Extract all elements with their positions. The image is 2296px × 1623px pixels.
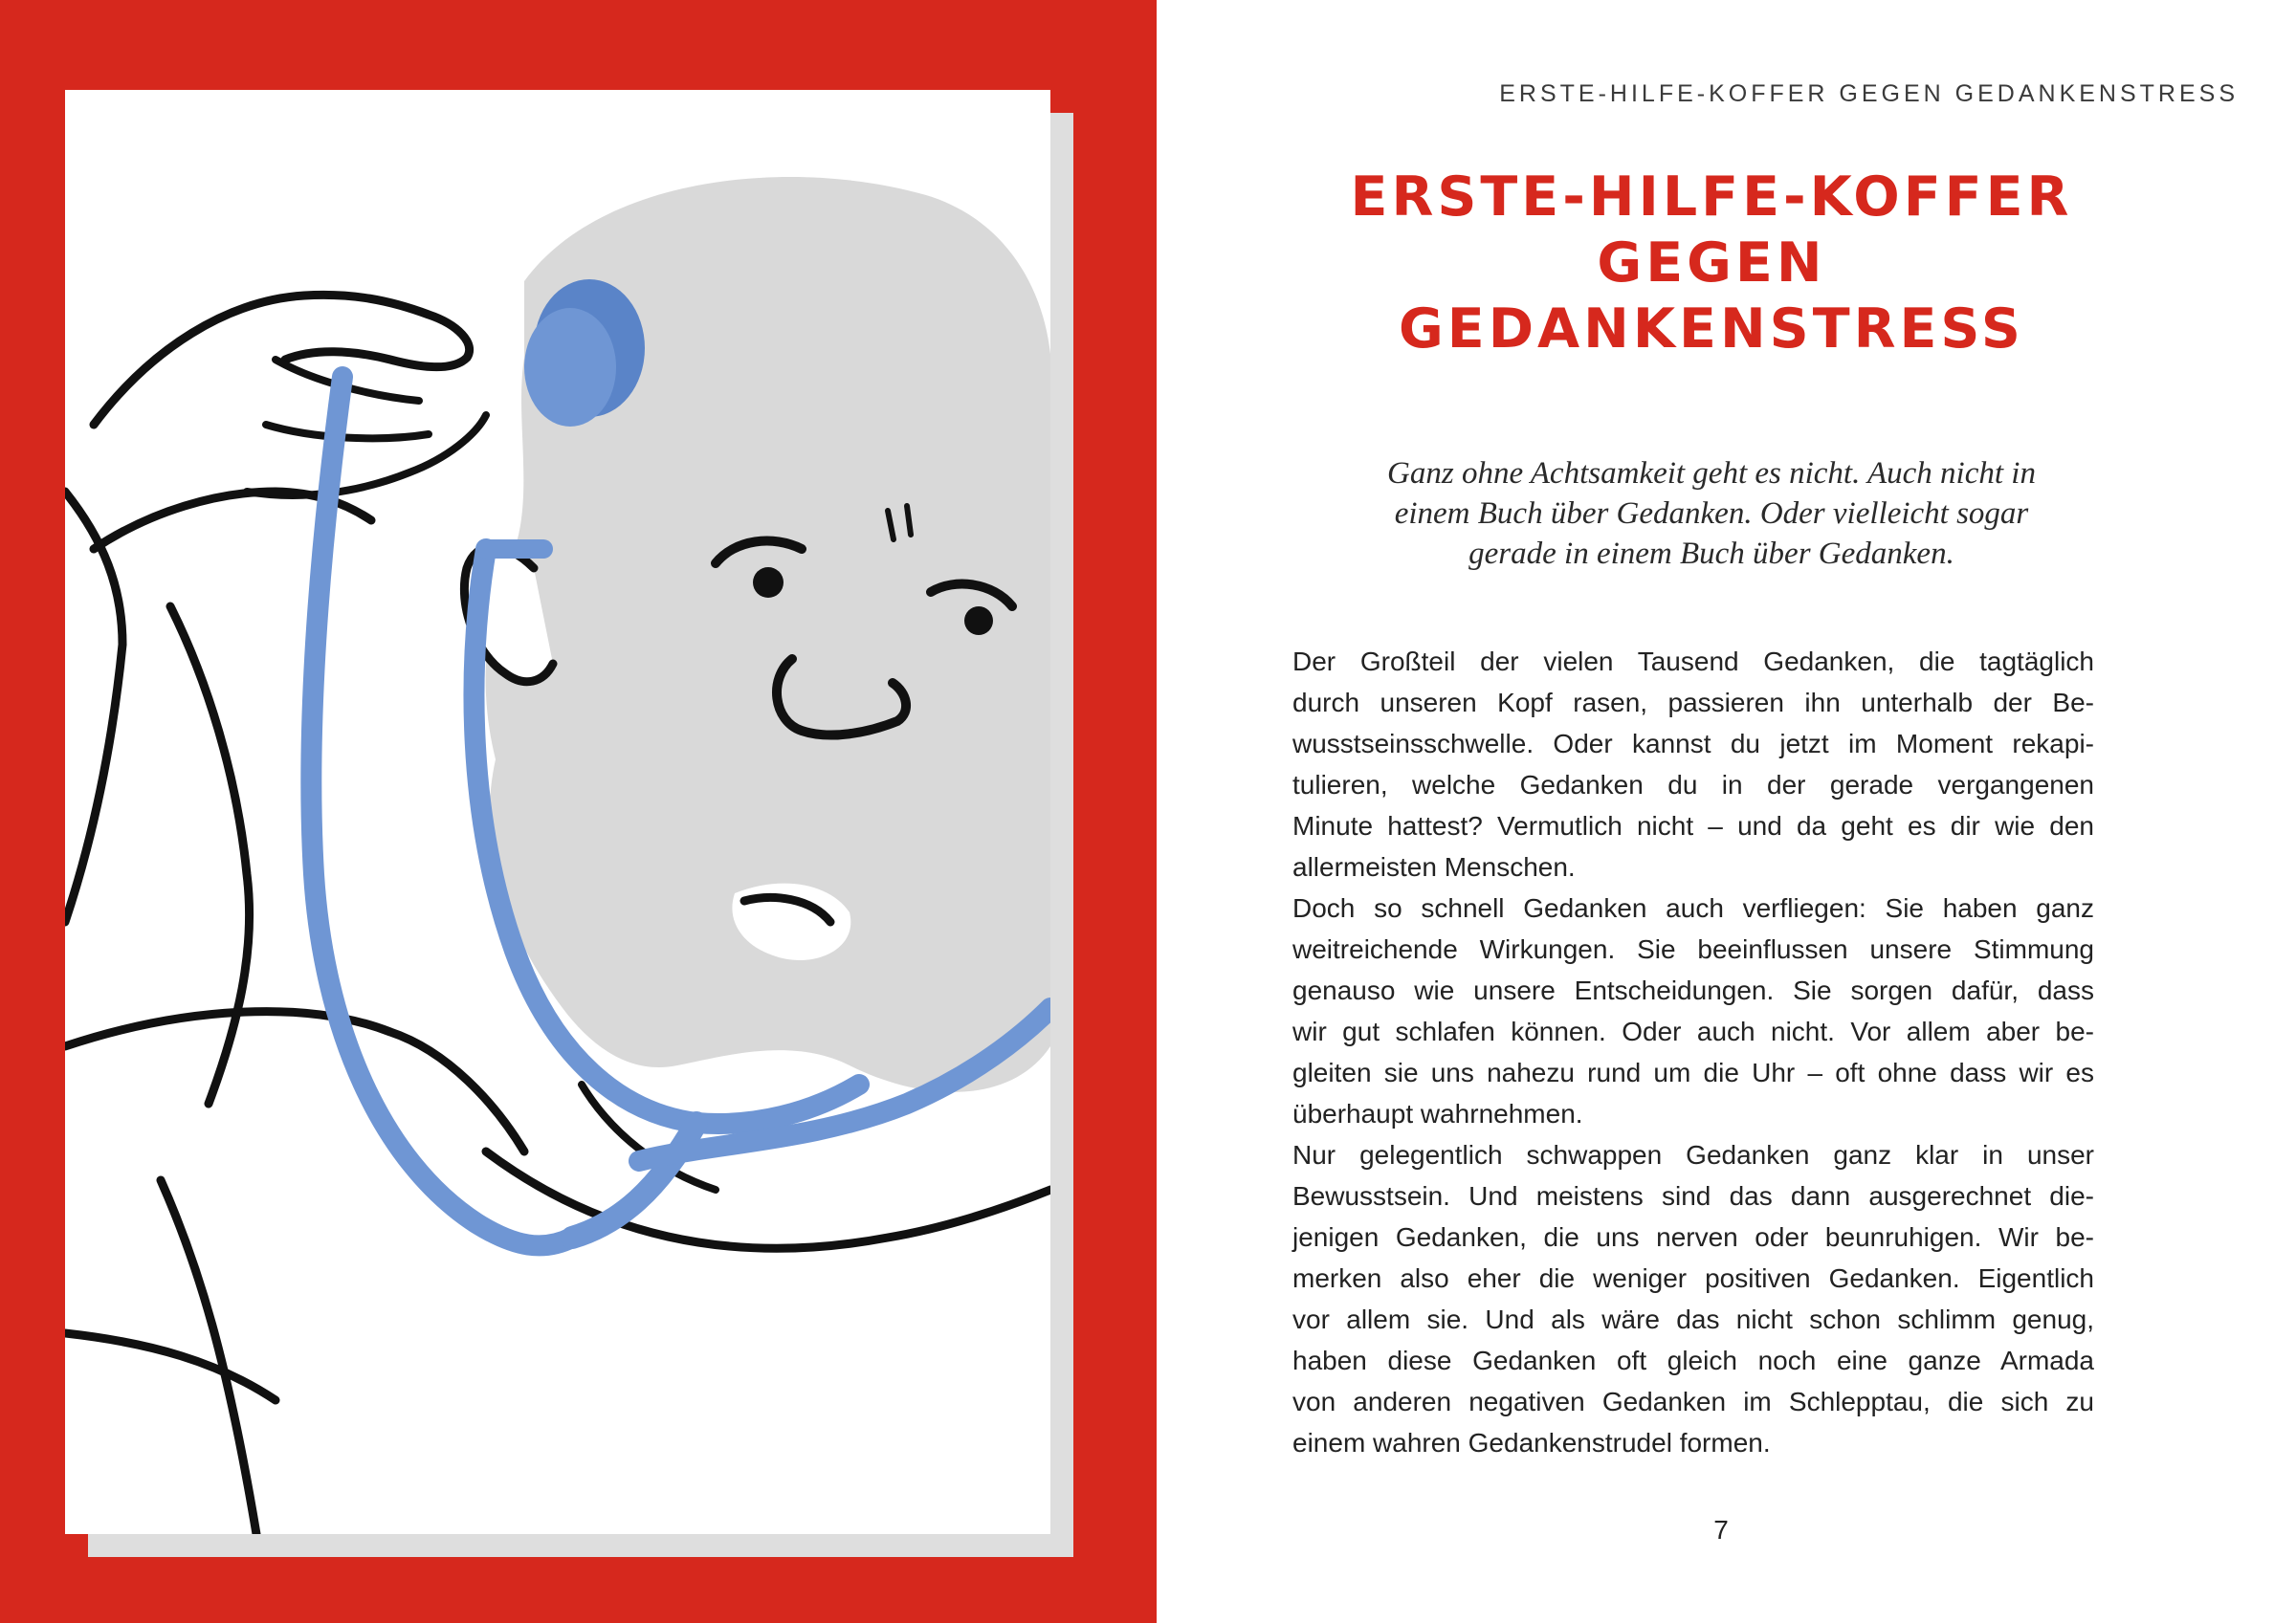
paragraph-2 <box>1292 888 2094 1134</box>
text-line: Doch so schnell Gedanken auch verfliegen: Sie haben ganz <box>1292 893 2094 923</box>
text-line: gleiten sie uns nahezu rund um die Uhr – oft ohne dass wir es <box>1292 1058 2094 1087</box>
body-text <box>1292 641 2094 1463</box>
stethoscope-y-joint <box>572 1123 696 1238</box>
text-line: Minute hattest? Vermutlich nicht – und da geht es dir wie den <box>1292 811 2094 841</box>
text-line: genauso wie unsere Entscheidungen. Sie sorgen dafür, dass <box>1292 976 2094 1005</box>
text-line: allermeisten Menschen. <box>1292 852 1576 882</box>
text-line: wir gut schlafen können. Oder auch nicht. Vor allem aber be- <box>1292 1017 2094 1046</box>
illustration-man-with-stethoscope <box>65 90 1050 1534</box>
text-line: Bewusstsein. Und meistens sind das dann ausgerechnet die- <box>1292 1181 2094 1211</box>
page-title <box>1271 164 2152 362</box>
text-line: durch unseren Kopf rasen, passieren ihn unterhalb der Be- <box>1292 688 2094 717</box>
hand-finger-2 <box>266 425 429 438</box>
paragraph-3 <box>1292 1134 2094 1463</box>
text-line: vor allem sie. Und als wäre das nicht schon schlimm genug, <box>1292 1305 2094 1334</box>
title-line-2: GEGEN <box>1597 231 1826 295</box>
text-line: Der Großteil der vielen Tausend Gedanken, die tagtäglich <box>1292 647 2094 676</box>
text-line: einem wahren Gedankenstrudel formen. <box>1292 1428 1771 1458</box>
text-line: überhaupt wahrnehmen. <box>1292 1099 1583 1129</box>
text-line: von anderen negativen Gedanken im Schlepptau, die sich zu <box>1292 1387 2094 1416</box>
intro-line: einem Buch über Gedanken. Oder vielleicht sogar <box>1394 496 2029 531</box>
text-line: jenigen Gedanken, die uns nerven oder beunruhigen. Wir be- <box>1292 1222 2094 1252</box>
shoulder-line <box>65 1012 524 1151</box>
title-line-1: ERSTE-HILFE-KOFFER <box>1350 165 2073 229</box>
text-line: tulieren, welche Gedanken du in der gerade vergangenen <box>1292 770 2094 800</box>
intro-line: gerade in einem Buch über Gedanken. <box>1468 537 1954 571</box>
intro-quote <box>1310 453 2113 574</box>
paragraph-1 <box>1292 641 2094 888</box>
stethoscope-chestpiece <box>524 308 616 427</box>
arm-line-inner <box>170 606 250 1104</box>
title-line-3: GEDANKENSTRESS <box>1399 297 2024 361</box>
illustration-card <box>65 90 1050 1534</box>
arm-line-outer <box>65 492 122 922</box>
right-pupil <box>964 606 993 635</box>
right-page <box>1157 0 2296 1623</box>
page-number: 7 <box>1713 1515 1729 1545</box>
intro-line: Ganz ohne Achtsamkeit geht es nicht. Auch nicht in <box>1387 456 2036 491</box>
running-head: ERSTE-HILFE-KOFFER GEGEN GEDANKENSTRESS <box>1499 80 2239 107</box>
text-line: Nur gelegentlich schwappen Gedanken ganz klar in unser <box>1292 1140 2094 1170</box>
chest-line <box>65 1333 276 1400</box>
text-line: weitreichende Wirkungen. Sie beeinflussen unsere Stimmung <box>1292 934 2094 964</box>
text-line: haben diese Gedanken oft gleich noch eine ganze Armada <box>1292 1346 2094 1375</box>
text-line: wusstseinsschwelle. Oder kannst du jetzt im Moment rekapi- <box>1292 729 2094 758</box>
left-pupil <box>753 567 784 598</box>
text-line: merken also eher die weniger positiven Gedanken. Eigentlich <box>1292 1263 2094 1293</box>
